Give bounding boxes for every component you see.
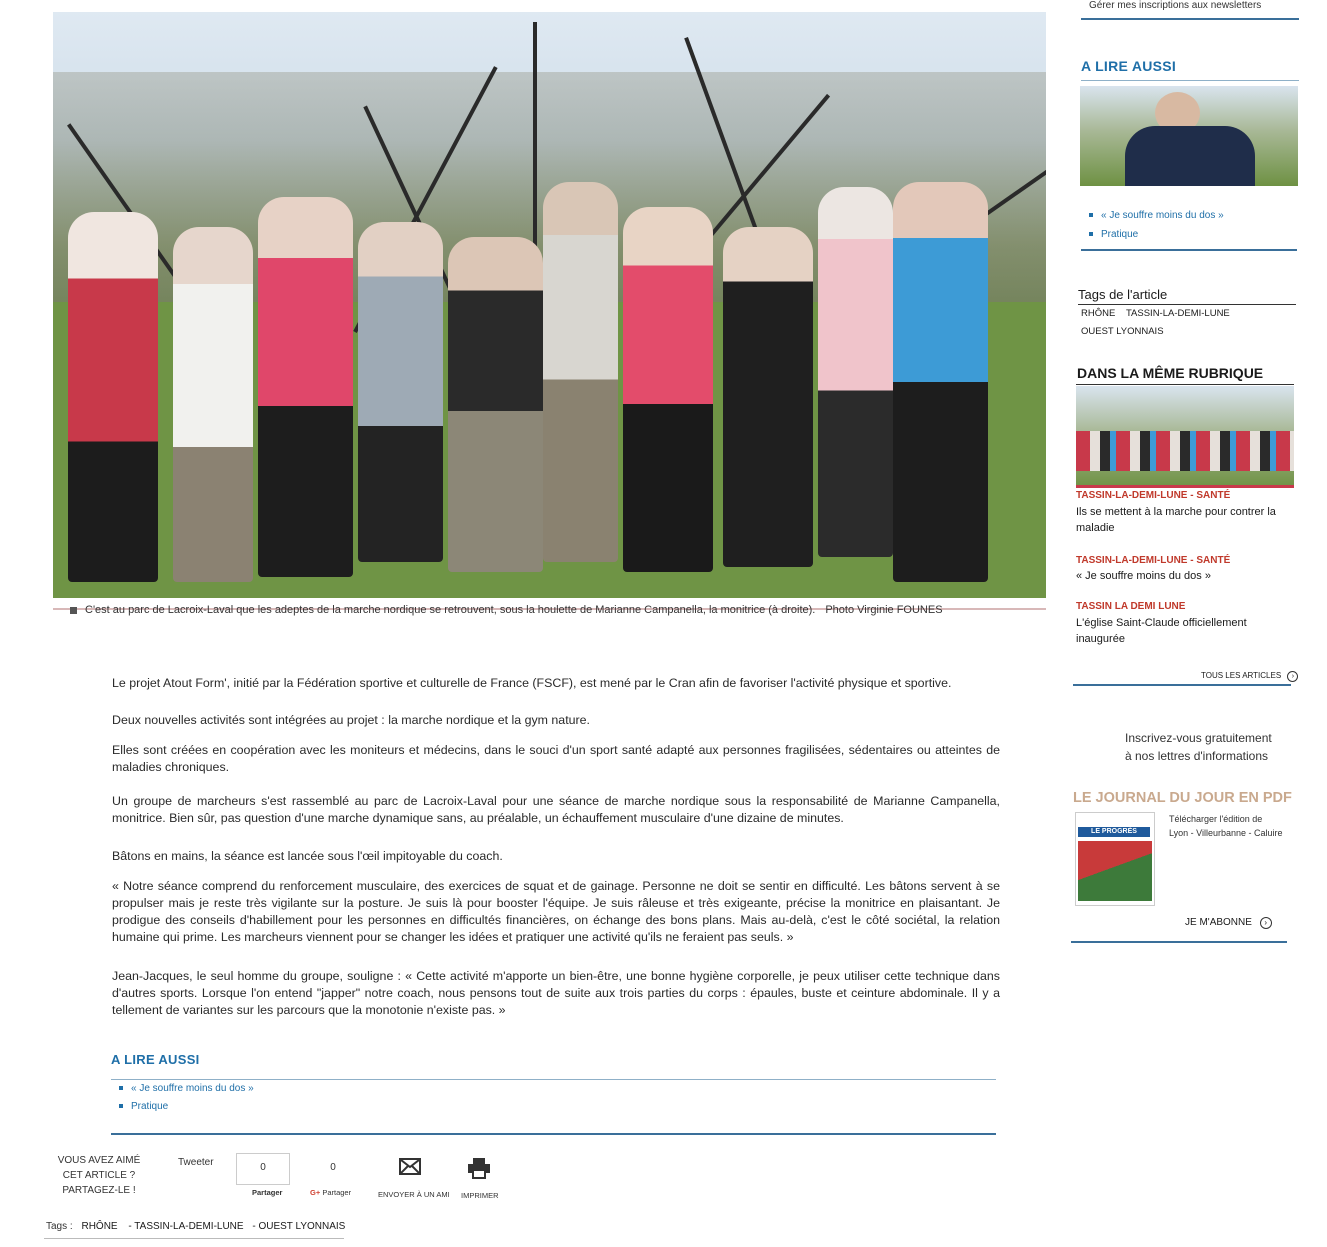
tag-link[interactable]: TASSIN-LA-DEMI-LUNE bbox=[1125, 308, 1230, 319]
all-articles-link[interactable]: TOUS LES ARTICLES › bbox=[1201, 671, 1298, 682]
divider bbox=[111, 1079, 996, 1080]
read-also-link[interactable]: « Je souffre moins du dos » bbox=[119, 1083, 254, 1094]
same-section-link[interactable]: « Je souffre moins du dos » bbox=[1076, 570, 1211, 582]
divider bbox=[1081, 80, 1299, 81]
article-paragraph: « Notre séance comprend du renforcement musculaire, des exercices de squat et de gainage. Personne ne doit se sentir en difficulté. Les bâtons servent à se propulser mais je reste très vigilante sur la posture. Je suis là pour booster l'équipe. Je suis râleuse et très exigeante, précise la monitrice en plaisantant. Je prodigue des conseils d'habillement pour les personnes en difficultés financières, on échange des bons plans. Mais au-delà, c'est le côté sociétal, la relation humaine qui prime. Les marcheurs viennent pour se changer les idées et pratiquer une activité qu'ils ne feraient pas seuls. » bbox=[112, 879, 1000, 944]
tag-link[interactable]: OUEST LYONNAIS bbox=[1081, 326, 1164, 337]
gplus-icon: G+ bbox=[310, 1188, 321, 1197]
caption-bullet-icon bbox=[70, 607, 77, 614]
sidebar-read-also-link[interactable]: « Je souffre moins du dos » bbox=[1089, 210, 1224, 221]
facebook-count: 0 bbox=[236, 1153, 290, 1185]
article-paragraph: Deux nouvelles activités sont intégrées au projet : la marche nordique et la gym nature. bbox=[112, 713, 590, 727]
divider bbox=[44, 1238, 344, 1239]
article-category: TASSIN-LA-DEMI-LUNE - SANTÉ bbox=[1076, 490, 1231, 501]
tag-link[interactable]: RHÔNE bbox=[1081, 308, 1116, 319]
same-section-title: DANS LA MÊME RUBRIQUE bbox=[1077, 365, 1264, 381]
divider bbox=[1076, 384, 1294, 385]
sidebar-read-also-link[interactable]: Pratique bbox=[1089, 229, 1138, 240]
sidebar-tags-title: Tags de l'article bbox=[1078, 287, 1168, 302]
caption-text: C'est au parc de Lacroix-Laval que les adeptes de la marche nordique se retrouvent, sous la houlette de Marianne Campanella, la monitrice (à droite). bbox=[85, 604, 816, 616]
sidebar-tags-list bbox=[1081, 308, 1230, 319]
tag-link[interactable]: RHÔNE bbox=[81, 1221, 118, 1232]
paper-name: LE PROGRÈS bbox=[1078, 827, 1150, 837]
photo-credit: Photo Virginie FOUNES bbox=[825, 604, 943, 616]
email-icon[interactable] bbox=[399, 1158, 421, 1175]
same-section-link[interactable]: L'église Saint-Claude officiellement inaugurée bbox=[1076, 617, 1247, 645]
pdf-title: LE JOURNAL DU JOUR EN PDF bbox=[1073, 790, 1292, 806]
arrow-right-icon: › bbox=[1287, 671, 1298, 682]
divider bbox=[1081, 18, 1299, 20]
tag-link[interactable]: - TASSIN-LA-DEMI-LUNE bbox=[128, 1221, 244, 1232]
divider bbox=[1073, 684, 1291, 686]
bullet-icon bbox=[119, 1086, 123, 1090]
divider bbox=[111, 1133, 996, 1135]
arrow-right-icon: › bbox=[1260, 917, 1272, 929]
print-button[interactable]: IMPRIMER bbox=[461, 1191, 499, 1200]
bullet-icon bbox=[119, 1104, 123, 1108]
divider bbox=[1071, 941, 1287, 943]
gplus-count: 0 bbox=[306, 1153, 360, 1185]
article-paragraph: Jean-Jacques, le seul homme du groupe, souligne : « Cette activité m'apporte un bien-être, une bonne hygiène corporelle, je peux utiliser cette technique dans d'autres sports. Lorsque l'on entend "japper" notre coach, nous pensons tout de suite aux trois parties du corps : épaules, buste et ceinture abdominale. Il y a tellement de variantes sur les parcours que la monotonie n'existe pas. » bbox=[112, 969, 1000, 1017]
bullet-icon bbox=[1089, 232, 1093, 236]
facebook-share-button[interactable]: Partager bbox=[252, 1188, 283, 1197]
newspaper-cover[interactable] bbox=[1075, 812, 1155, 906]
read-also-thumbnail[interactable] bbox=[1080, 86, 1298, 186]
article-paragraph: Un groupe de marcheurs s'est rassemblé au parc de Lacroix-Laval pour une séance de marche nordique sous la responsabilité de Marianne Campanella, monitrice. Bien sûr, pas question d'une marche dynamique sans, au préalable, un échauffement musculaire d'une dizaine de minutes. bbox=[112, 794, 1000, 825]
article-photo bbox=[53, 12, 1046, 598]
share-prompt: VOUS AVEZ AIMÉ CET ARTICLE ? PARTAGEZ-LE ! bbox=[57, 1155, 141, 1196]
read-also-link[interactable]: Pratique bbox=[119, 1101, 168, 1112]
divider bbox=[1078, 304, 1296, 305]
same-section-thumbnail[interactable] bbox=[1076, 386, 1294, 488]
article-paragraph: Bâtons en mains, la séance est lancée sous l'œil impitoyable du coach. bbox=[112, 849, 503, 863]
article-paragraph: Elles sont créées en coopération avec les moniteurs et médecins, dans le souci d'un sport santé adapté aux personnes fragilisées, sédentaires ou atteintes de maladies chroniques. bbox=[112, 743, 1000, 774]
article-category: TASSIN-LA-DEMI-LUNE - SANTÉ bbox=[1076, 555, 1231, 566]
tags-label: Tags : bbox=[46, 1221, 73, 1232]
newsletter-signup[interactable]: Inscrivez-vous gratuitement à nos lettres d'informations bbox=[1125, 731, 1272, 763]
sidebar-read-also-title: A LIRE AUSSI bbox=[1081, 58, 1177, 74]
article-paragraph: Le projet Atout Form', initié par la Fédération sportive et culturelle de France (FSCF), est mené par le Cran afin de favoriser l'activité physique et sportive. bbox=[112, 676, 952, 690]
pdf-description: Télécharger l'édition de Lyon - Villeurbanne - Caluire bbox=[1169, 814, 1283, 838]
divider bbox=[1081, 249, 1297, 251]
bullet-icon bbox=[1089, 213, 1093, 217]
tweet-button[interactable]: Tweeter bbox=[178, 1157, 214, 1168]
read-also-title: A LIRE AUSSI bbox=[111, 1052, 200, 1067]
newsletter-manage-link[interactable]: Gérer mes inscriptions aux newsletters bbox=[1089, 0, 1262, 11]
tag-link[interactable]: - OUEST LYONNAIS bbox=[252, 1221, 346, 1232]
subscribe-button[interactable]: JE M'ABONNE › bbox=[1185, 917, 1272, 929]
bottom-tags bbox=[46, 1221, 345, 1232]
same-section-link[interactable]: Ils se mettent à la marche pour contrer la maladie bbox=[1076, 506, 1276, 534]
photo-caption bbox=[70, 604, 943, 616]
gplus-share-button[interactable]: G+ Partager bbox=[310, 1188, 352, 1197]
article-category: TASSIN LA DEMI LUNE bbox=[1076, 601, 1186, 612]
email-friend-button[interactable]: ENVOYER À UN AMI bbox=[378, 1190, 450, 1199]
print-icon[interactable] bbox=[467, 1157, 491, 1179]
